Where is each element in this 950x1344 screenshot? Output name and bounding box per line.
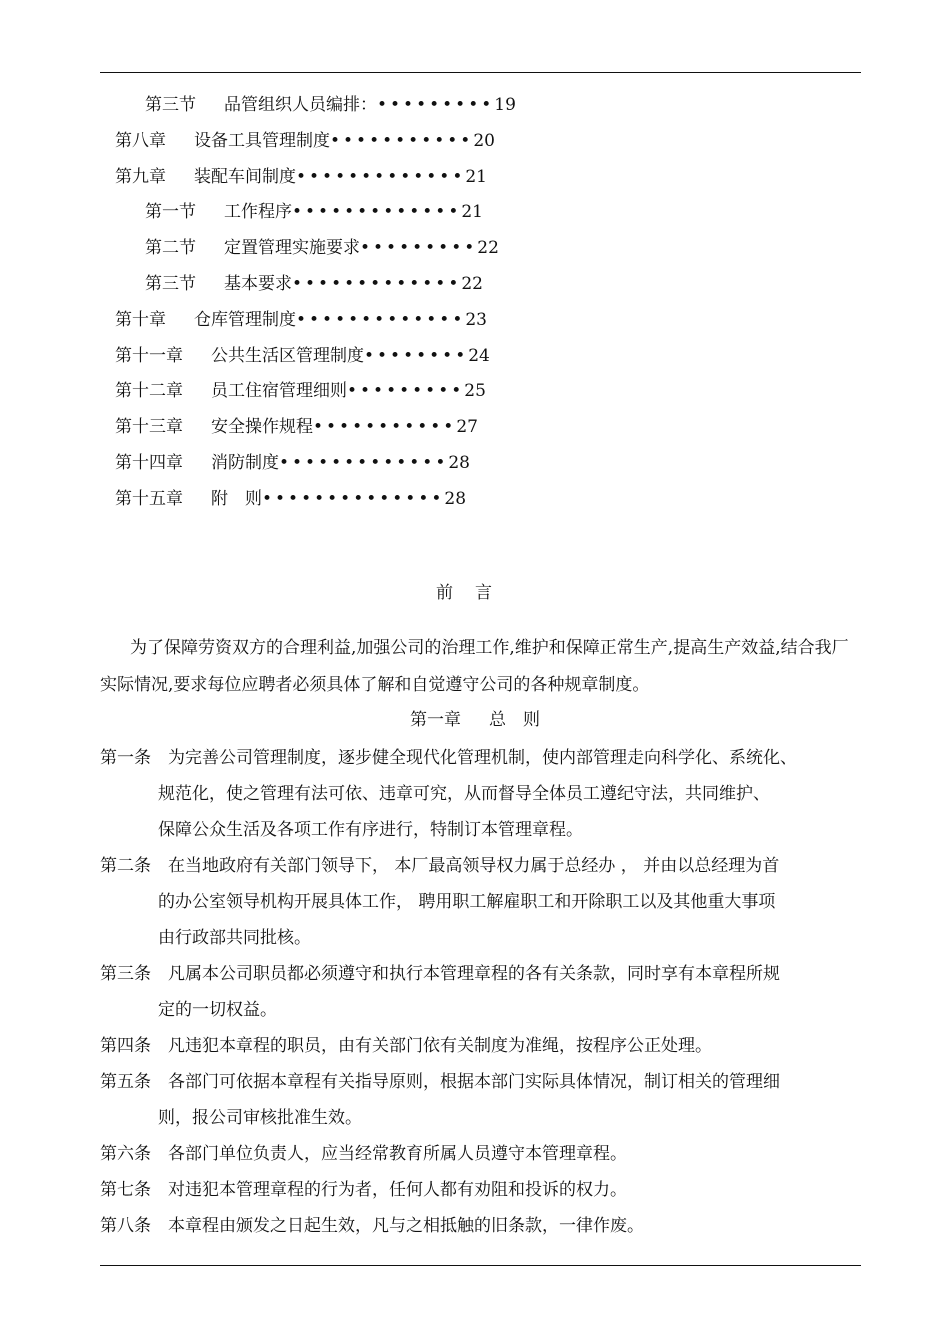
article-line: 凡属本公司职员都必须遵守和执行本管理章程的各有关条款，同时享有本章程所规 (168, 964, 780, 984)
toc-entry-number: 第三节 (145, 274, 196, 294)
article-text (168, 1208, 875, 1244)
toc-entry-title: 设备工具管理制度 (194, 130, 330, 151)
article-line: 规范化，使之管理有法可依、违章可究，从而督导全体员工遵纪守法，共同维护、 (158, 784, 770, 804)
toc-page-number: 19 (494, 95, 516, 115)
toc-page-number: 28 (448, 453, 470, 473)
toc-entry (115, 374, 486, 408)
toc-entry (145, 231, 499, 265)
article-label: 第四条 (100, 1036, 151, 1056)
article-label: 第二条 (100, 856, 151, 876)
toc-leader-dots: ••••••••••••• (296, 166, 466, 187)
toc-page-number: 23 (465, 309, 487, 330)
article (100, 1172, 875, 1208)
toc-entry-title: 定置管理实施要求 (224, 238, 360, 259)
toc-entry-number: 第十五章 (115, 488, 183, 509)
chapter-title (0, 705, 950, 735)
toc-entry-number: 第九章 (115, 166, 166, 187)
article-text (158, 848, 875, 956)
article-line: 的办公室领导机构开展具体工作， 聘用职工解雇职工和开除职工以及其他重大事项 (158, 892, 776, 912)
toc-entry-number: 第十一章 (115, 345, 183, 366)
article (100, 740, 875, 848)
toc-entry-title: 装配车间制度 (194, 166, 296, 187)
article (100, 1028, 875, 1064)
article-text (168, 1136, 875, 1172)
toc-entry-title: 安全操作规程 (211, 417, 313, 438)
article-label: 第三条 (100, 964, 151, 984)
toc-entry-title: 工作程序 (224, 202, 292, 223)
article-line: 对违犯本管理章程的行为者，任何人都有劝阻和投诉的权力。 (168, 1180, 627, 1200)
preface-title: 前言 (436, 583, 514, 603)
article-line: 各部门可依据本章程有关指导原则，根据本部门实际具体情况，制订相关的管理细 (168, 1072, 780, 1092)
toc-entry-number: 第二节 (145, 238, 196, 259)
toc-entry-title: 仓库管理制度 (194, 309, 296, 330)
article-text (168, 1028, 875, 1064)
article (100, 1136, 875, 1172)
toc-entry-title: 品管组织人员编排： (224, 95, 377, 115)
toc-entry-number: 第一节 (145, 202, 196, 223)
toc-leader-dots: ••••••••••••• (292, 274, 462, 294)
toc-page-number: 25 (464, 381, 486, 402)
toc-entry-number: 第十四章 (115, 453, 183, 473)
header-rule (100, 72, 861, 73)
toc-leader-dots: ••••••••• (360, 238, 478, 259)
toc-leader-dots: •••••••• (364, 345, 469, 366)
article-text (168, 1172, 875, 1208)
article-line: 由行政部共同批核。 (158, 928, 311, 948)
article-text (158, 1064, 875, 1136)
toc-leader-dots: ••••••••••• (313, 417, 457, 438)
article (100, 956, 875, 1028)
article (100, 1064, 875, 1136)
article (100, 1208, 875, 1244)
toc-entry-number: 第十二章 (115, 381, 183, 402)
toc-leader-dots: ••••••••••••• (292, 202, 462, 223)
toc-leader-dots: ••••••••• (347, 381, 465, 402)
toc-page-number: 22 (477, 238, 499, 259)
article (100, 848, 875, 956)
toc-entry (145, 195, 483, 229)
article-line: 则，报公司审核批准生效。 (158, 1108, 362, 1128)
article-label: 第七条 (100, 1180, 151, 1200)
toc-page-number: 20 (473, 130, 495, 151)
toc-entry (145, 88, 516, 122)
article-line: 本章程由颁发之日起生效，凡与之相抵触的旧条款，一律作废。 (168, 1216, 644, 1236)
toc-leader-dots: ••••••••••••• (296, 309, 466, 330)
article-label: 第五条 (100, 1072, 151, 1092)
toc-entry (115, 482, 466, 516)
toc-entry (115, 160, 487, 194)
toc-entry-number: 第十章 (115, 309, 166, 330)
chapter-name: 总 则 (489, 710, 540, 730)
toc-entry (115, 410, 478, 444)
toc-entry-title: 基本要求 (224, 274, 292, 294)
toc-entry-title: 附 则 (211, 488, 262, 509)
toc-leader-dots: •••••••••••••• (262, 488, 445, 509)
toc-page-number: 22 (461, 274, 483, 294)
article-line: 凡违犯本章程的职员，由有关部门依有关制度为准绳，按程序公正处理。 (168, 1036, 712, 1056)
preface-body: 为了保障劳资双方的合理利益,加强公司的治理工作,维护和保障正常生产,提高生产效益,结合我厂实际情况,要求每位应聘者必须具体了解和自觉遵守公司的各种规章制度。 (100, 638, 849, 695)
article-label: 第一条 (100, 748, 151, 768)
article-list (100, 740, 875, 1244)
toc-entry (115, 446, 470, 480)
chapter-number: 第一章 (410, 710, 461, 730)
article-line: 为完善公司管理制度，逐步健全现代化管理机制，使内部管理走向科学化、系统化、 (168, 748, 797, 768)
toc-leader-dots: ••••••••• (377, 95, 495, 115)
toc-entry-number: 第八章 (115, 130, 166, 151)
article-label: 第八条 (100, 1216, 151, 1236)
toc-leader-dots: ••••••••••• (330, 130, 474, 151)
article-text (158, 956, 875, 1028)
toc-entry-title: 消防制度 (211, 453, 279, 473)
toc-entry (145, 267, 483, 301)
toc-leader-dots: ••••••••••••• (279, 453, 449, 473)
footer-rule (100, 1265, 861, 1266)
article-line: 定的一切权益。 (158, 1000, 277, 1020)
article-line: 在当地政府有关部门领导下， 本厂最高领导权力属于总经办 ， 并由以总经理为首 (168, 856, 780, 876)
toc-page-number: 27 (456, 417, 478, 438)
toc-entry-title: 公共生活区管理制度 (211, 345, 364, 366)
toc-entry-title: 员工住宿管理细则 (211, 381, 347, 402)
toc-page-number: 21 (465, 166, 487, 187)
toc-page-number: 21 (461, 202, 483, 223)
toc-entry (115, 303, 487, 337)
article-line: 各部门单位负责人，应当经常教育所属人员遵守本管理章程。 (168, 1144, 627, 1164)
toc-entry (115, 339, 490, 373)
article-line: 保障公众生活及各项工作有序进行，特制订本管理章程。 (158, 820, 583, 840)
toc-entry (115, 124, 495, 158)
article-text (158, 740, 875, 848)
toc-entry-number: 第三节 (145, 95, 196, 115)
article-label: 第六条 (100, 1144, 151, 1164)
toc-page-number: 24 (468, 345, 490, 366)
toc-entry-number: 第十三章 (115, 417, 183, 438)
toc-page-number: 28 (444, 488, 467, 509)
